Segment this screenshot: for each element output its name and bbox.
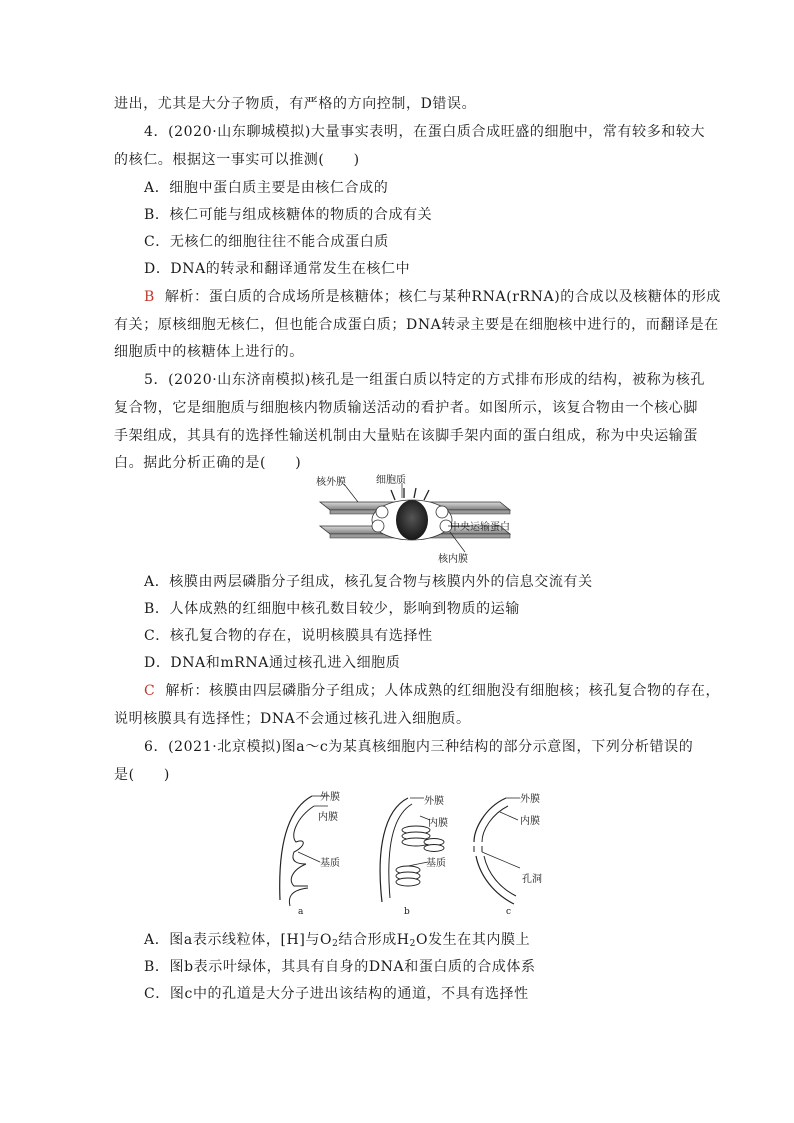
option-a: A．核膜由两层磷脂分子组成，核孔复合物与核膜内外的信息交流有关: [144, 574, 593, 590]
analysis-cont: 说明核膜具有选择性；DNA不会通过核孔进入细胞质。: [114, 711, 471, 727]
nuclear-pore-figure: [300, 474, 520, 566]
analysis-cont: 有关；原核细胞无核仁，但也能合成蛋白质；DNA转录主要是在细胞核中进行的，而翻译是在: [114, 317, 719, 333]
fig-c-outer-label: 外膜: [520, 794, 540, 805]
question-6-stem-cont: 是( ): [114, 767, 170, 783]
figure-c: [474, 792, 542, 917]
fig-a-caption: a: [298, 907, 304, 917]
fig-b-caption: b: [404, 907, 410, 917]
fig-a-matrix-label: 基质: [320, 858, 340, 869]
option-c: C．核孔复合物的存在，说明核膜具有选择性: [144, 628, 433, 644]
fig1-label-outer: 核外膜: [316, 477, 346, 488]
figure-a: [280, 790, 340, 917]
option-b: B．图b表示叶绿体，其具有自身的DNA和蛋白质的合成体系: [144, 959, 536, 975]
fig-a-outer-label: 外膜: [320, 792, 340, 803]
fig1-label-cyto: 细胞质: [376, 475, 406, 486]
fig1-label-inner: 核内膜: [438, 554, 468, 565]
analysis-line: [144, 287, 721, 307]
question-4-stem: 4．(2020·山东聊城模拟)大量事实表明，在蛋白质合成旺盛的细胞中，常有较多和较大: [144, 124, 706, 140]
fig1-label-central: 中央运输蛋白: [450, 522, 510, 533]
option-a: A．细胞中蛋白质主要是由核仁合成的: [144, 180, 389, 196]
analysis-text: 解析：核膜由四层磷脂分子组成；人体成熟的红细胞没有细胞核；核孔复合物的存在，: [165, 683, 721, 699]
fig-b-matrix-label: 基质: [426, 858, 446, 869]
option-c: C．图c中的孔道是大分子进出该结构的通道，不具有选择性: [144, 986, 529, 1002]
organelle-figure: [268, 790, 558, 918]
fig-c-inner-label: 内膜: [520, 816, 540, 827]
analysis-line: [144, 681, 720, 701]
question-4-stem-cont: 的核仁。根据这一事实可以推测( ): [114, 152, 360, 168]
fig-c-pore-label: 孔洞: [522, 874, 542, 885]
figure-b: [380, 794, 448, 917]
question-6-stem: 6．(2021·北京模拟)图a～c为某真核细胞内三种结构的部分示意图，下列分析错误的: [144, 739, 694, 755]
question-5-stem-cont: 手架组成，其具有的选择性输送机制由大量贴在该脚手架内面的蛋白组成，称为中央运输蛋: [114, 428, 698, 444]
option-d: D．DNA的转录和翻译通常发生在核仁中: [144, 261, 411, 277]
central-core-shape: [396, 500, 428, 540]
fig-b-outer-label: 外膜: [424, 796, 444, 807]
question-5-stem-cont: 复合物，它是细胞质与细胞核内物质输送活动的看护者。如图所示，该复合物由一个核心脚: [114, 400, 698, 416]
fig-b-inner-label: 内膜: [428, 818, 448, 829]
option-d: D．DNA和mRNA通过核孔进入细胞质: [144, 655, 401, 671]
fig-a-inner-label: 内膜: [318, 812, 338, 823]
fig-c-caption: c: [506, 907, 512, 917]
option-a: A．图a表示线粒体，[H]与$O_2$结合形成$H_2O$发生在其内膜上: [144, 932, 531, 949]
text-line: 进出，尤其是大分子物质，有严格的方向控制，D错误。: [114, 96, 477, 112]
analysis-text: 解析：蛋白质的合成场所是核糖体；核仁与某种RNA(rRNA)的合成以及核糖体的形成: [164, 289, 721, 305]
question-5-stem: 5．(2020·山东济南模拟)核孔是一组蛋白质以特定的方式排布形成的结构，被称为核孔: [144, 372, 706, 388]
option-b: B．人体成熟的红细胞中核孔数目较少，影响到物质的运输: [144, 601, 520, 617]
analysis-cont: 细胞质中的核糖体上进行的。: [114, 344, 304, 360]
answer-letter: C: [144, 683, 156, 699]
option-b: B．核仁可能与组成核糖体的物质的合成有关: [144, 207, 433, 223]
question-5-stem-cont: 白。据此分析正确的是( ): [114, 455, 302, 471]
answer-letter: B: [144, 289, 155, 305]
option-c: C．无核仁的细胞往往不能合成蛋白质: [144, 234, 389, 250]
